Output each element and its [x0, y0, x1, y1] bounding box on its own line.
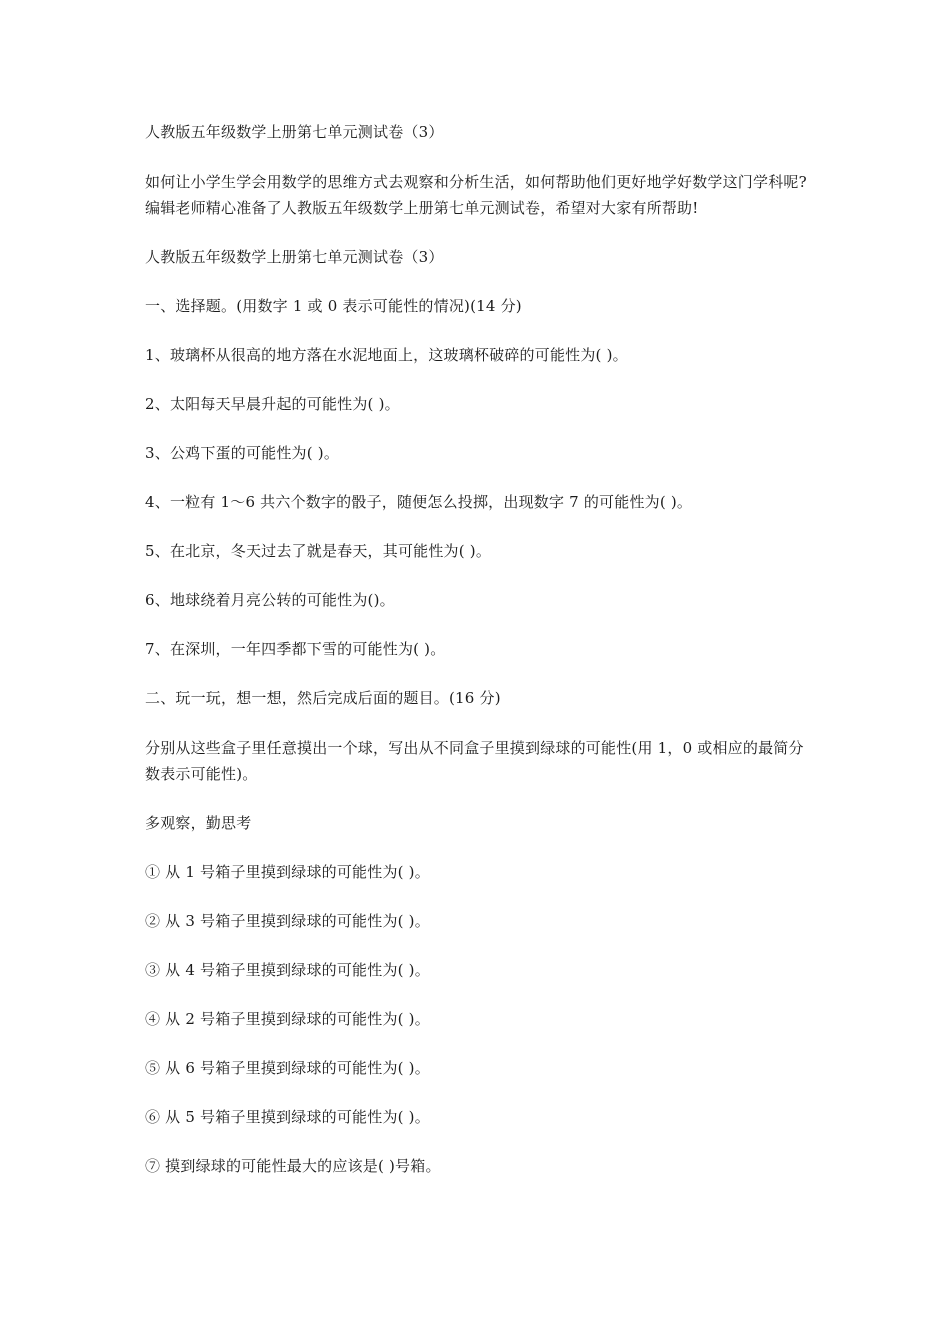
box-question-3: ③ 从 4 号箱子里摸到绿球的可能性为( )。	[145, 961, 430, 979]
box-question-1: ① 从 1 号箱子里摸到绿球的可能性为( )。	[145, 863, 430, 881]
document-title: 人教版五年级数学上册第七单元测试卷（3）	[145, 123, 444, 141]
question-5: 5、在北京，冬天过去了就是春天，其可能性为( )。	[145, 542, 492, 560]
box-question-7: ⑦ 摸到绿球的可能性最大的应该是( )号箱。	[145, 1157, 441, 1175]
box-question-5: ⑤ 从 6 号箱子里摸到绿球的可能性为( )。	[145, 1059, 430, 1077]
section-2-subheading: 多观察，勤思考	[145, 814, 252, 832]
question-6: 6、地球绕着月亮公转的可能性为()。	[145, 591, 395, 609]
question-4: 4、一粒有 1～6 共六个数字的骰子，随便怎么投掷，出现数字 7 的可能性为( )。	[145, 493, 693, 511]
box-question-2: ② 从 3 号箱子里摸到绿球的可能性为( )。	[145, 912, 430, 930]
question-1: 1、玻璃杯从很高的地方落在水泥地面上，这玻璃杯破碎的可能性为( )。	[145, 346, 628, 364]
section-2-instruction: 分别从这些盒子里任意摸出一个球，写出从不同盒子里摸到绿球的可能性(用 1，0 或相应的最简分数表示可能性)。	[145, 739, 804, 783]
question-2: 2、太阳每天早晨升起的可能性为( )。	[145, 395, 400, 413]
section-1-heading: 一、选择题。(用数字 1 或 0 表示可能性的情况)(14 分)	[145, 297, 522, 315]
document-body	[145, 120, 810, 1203]
box-question-4: ④ 从 2 号箱子里摸到绿球的可能性为( )。	[145, 1010, 430, 1028]
intro-paragraph: 如何让小学生学会用数学的思维方式去观察和分析生活，如何帮助他们更好地学好数学这门学科呢?编辑老师精心准备了人教版五年级数学上册第七单元测试卷，希望对大家有所帮助!	[145, 173, 807, 217]
box-question-6: ⑥ 从 5 号箱子里摸到绿球的可能性为( )。	[145, 1108, 430, 1126]
question-3: 3、公鸡下蛋的可能性为( )。	[145, 444, 340, 462]
question-7: 7、在深圳，一年四季都下雪的可能性为( )。	[145, 640, 446, 658]
section-2-heading: 二、玩一玩，想一想，然后完成后面的题目。(16 分)	[145, 689, 501, 707]
test-subtitle: 人教版五年级数学上册第七单元测试卷（3）	[145, 248, 444, 266]
